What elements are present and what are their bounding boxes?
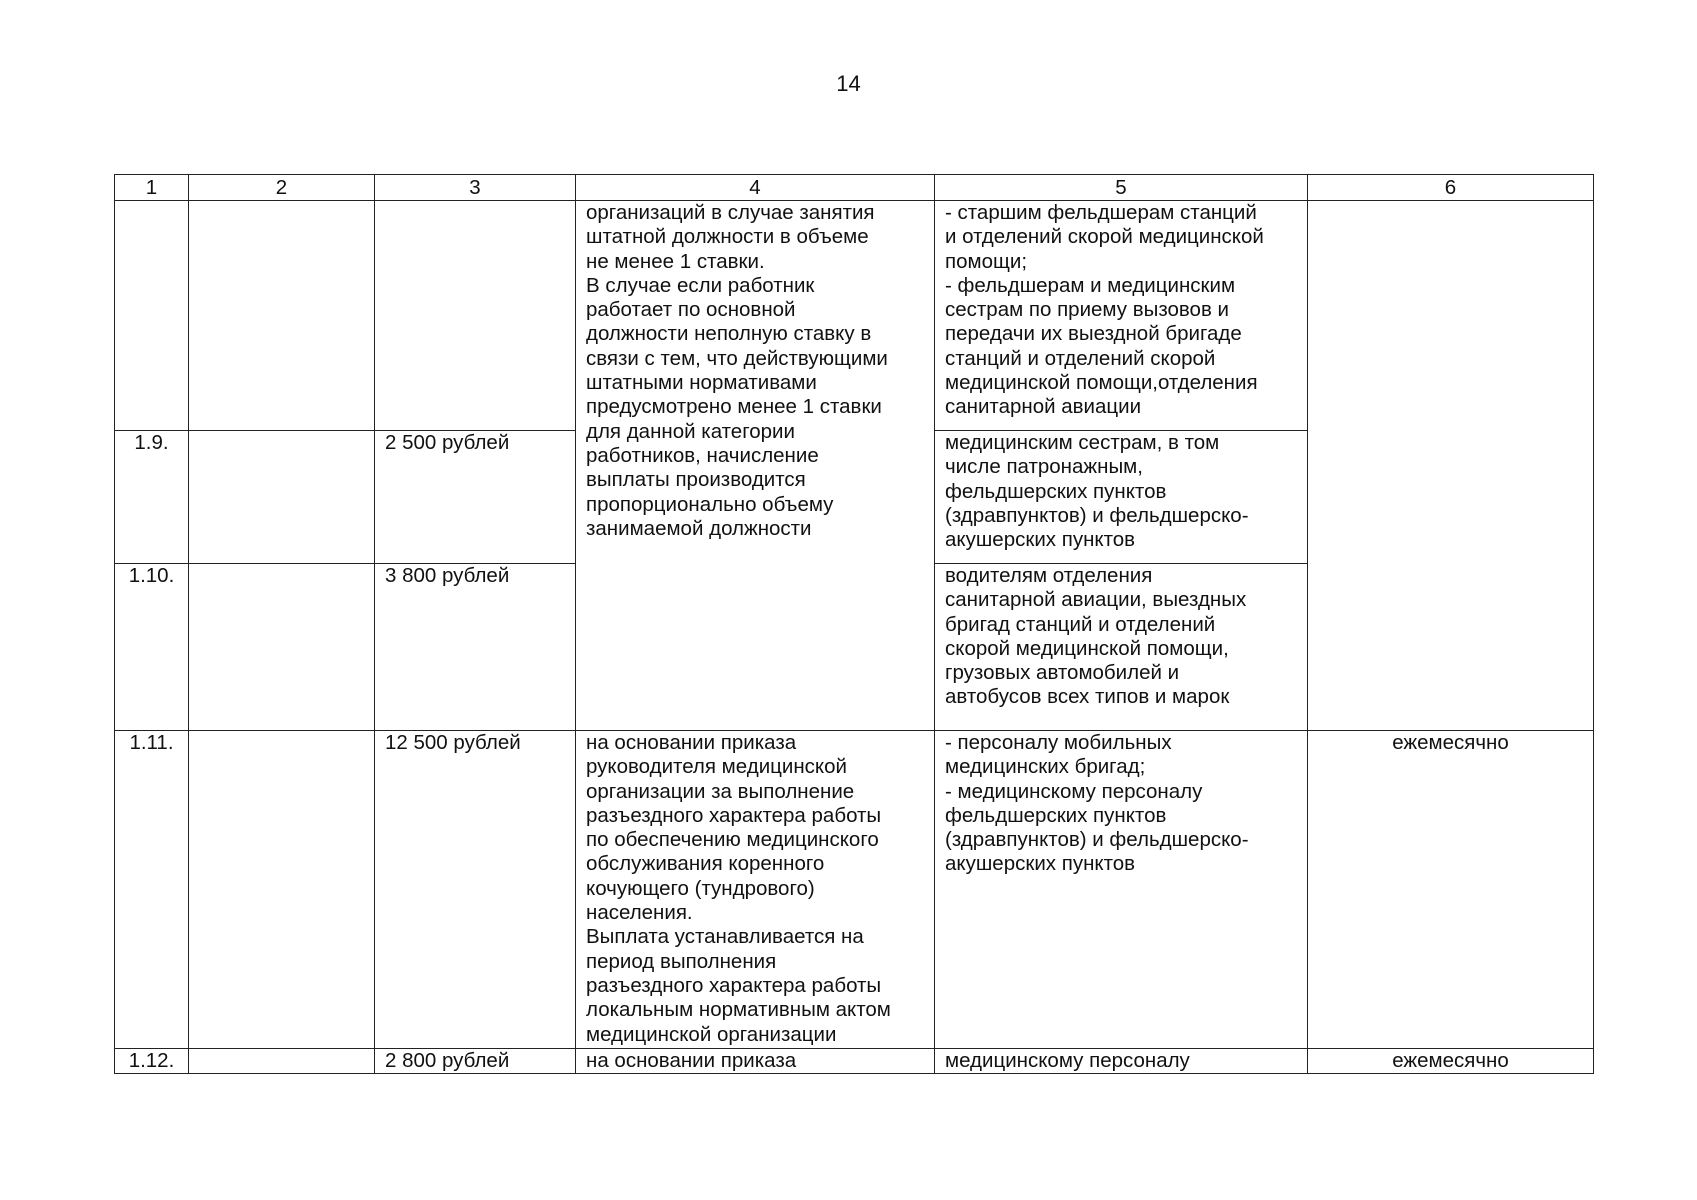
- recipient-line: фельдшерских пунктов: [945, 803, 1167, 827]
- recipient-line: скорой медицинской помощи,: [945, 636, 1229, 660]
- recipient-line: медицинских бригад;: [945, 755, 1146, 779]
- cont-cell-amount: [375, 201, 576, 431]
- row-col2: [189, 1049, 375, 1074]
- row-conditions: [576, 731, 935, 1049]
- row-col2: [189, 731, 375, 1049]
- recipient-line: и отделений скорой медицинской: [945, 225, 1264, 249]
- condition-line: разъездного характера работы: [586, 803, 882, 827]
- condition-line: локальным нормативным актом: [586, 998, 891, 1022]
- row-frequency: ежемесячно: [1308, 1049, 1594, 1074]
- payments-table: [114, 174, 1594, 1074]
- row-amount: 12 500 рублей: [375, 731, 576, 1049]
- column-header-5: 5: [935, 175, 1308, 201]
- recipient-line: автобусов всех типов и марок: [945, 685, 1230, 709]
- merged-frequency-cell: [1308, 201, 1594, 731]
- row-number: 1.11.: [115, 731, 189, 1049]
- condition-line: Выплата устанавливается на: [586, 925, 864, 949]
- row-amount: 2 500 рублей: [375, 431, 576, 564]
- merged-line: не менее 1 ставки.: [586, 249, 765, 273]
- merged-line: работников, начисление: [586, 443, 819, 467]
- cont-cell-col2: [189, 201, 375, 431]
- merged-line: для данной категории: [586, 419, 795, 443]
- merged-line: штатными нормативами: [586, 371, 817, 395]
- merged-line: работает по основной: [586, 298, 796, 322]
- condition-line: организации за выполнение: [586, 779, 855, 803]
- condition-line: на основании приказа: [586, 731, 797, 754]
- merged-line: пропорционально объему: [586, 492, 834, 516]
- recipient-line: водителям отделения: [945, 564, 1153, 587]
- column-header-1: 1: [115, 175, 189, 201]
- recipient-line: санитарной авиации, выездных: [945, 588, 1247, 612]
- recipient-line: медицинским сестрам, в том: [945, 431, 1220, 454]
- row-number: 1.12.: [115, 1049, 189, 1074]
- row-number: 1.10.: [115, 564, 189, 731]
- row-amount: 3 800 рублей: [375, 564, 576, 731]
- condition-line: руководителя медицинской: [586, 755, 847, 779]
- column-header-6: 6: [1308, 175, 1594, 201]
- row-recipients: [935, 731, 1308, 1049]
- merged-line: В случае если работник: [586, 273, 815, 297]
- recipient-line: акушерских пунктов: [945, 852, 1136, 876]
- recipient-line: бригад станций и отделений: [945, 612, 1216, 636]
- recipient-line: акушерских пунктов: [945, 528, 1136, 552]
- column-header-4: 4: [576, 175, 935, 201]
- recipient-line: фельдшерских пунктов: [945, 479, 1167, 503]
- merged-line: организаций в случае занятия: [586, 201, 875, 224]
- table-row-1-11: [115, 731, 1594, 1049]
- cont-cell-recipients: [935, 201, 1308, 431]
- row-number: 1.9.: [115, 431, 189, 564]
- recipient-line: (здравпунктов) и фельдшерско-: [945, 503, 1249, 527]
- recipient-line: санитарной авиации: [945, 395, 1142, 419]
- merged-line: связи с тем, что действующими: [586, 346, 888, 370]
- condition-line: обслуживания коренного: [586, 852, 825, 876]
- column-header-2: 2: [189, 175, 375, 201]
- condition-line: медицинской организации: [586, 1022, 837, 1046]
- row-frequency: ежемесячно: [1308, 731, 1594, 1049]
- recipient-line: - фельдшерам и медицинским: [945, 273, 1236, 297]
- recipient-line: помощи;: [945, 249, 1028, 273]
- row-amount: 2 800 рублей: [375, 1049, 576, 1074]
- column-header-3: 3: [375, 175, 576, 201]
- recipient-line: грузовых автомобилей и: [945, 661, 1180, 685]
- recipient-line: сестрам по приему вызовов и: [945, 298, 1229, 322]
- condition-line: разъездного характера работы: [586, 973, 882, 997]
- merged-line: предусмотрено менее 1 ставки: [586, 395, 882, 419]
- merged-line: должности неполную ставку в: [586, 322, 872, 346]
- recipient-line: медицинской помощи,отделения: [945, 371, 1258, 395]
- row-conditions: на основании приказа: [576, 1049, 935, 1074]
- row-recipients: [935, 564, 1308, 731]
- condition-line: кочующего (тундрового): [586, 876, 815, 900]
- row-recipients: [935, 431, 1308, 564]
- condition-line: населения.: [586, 901, 693, 925]
- recipient-line: - медицинскому персоналу: [945, 779, 1203, 803]
- table-row-1-12: [115, 1049, 1594, 1074]
- recipient-line: - персоналу мобильных: [945, 731, 1172, 754]
- row-col2: [189, 431, 375, 564]
- merged-line: занимаемой должности: [586, 516, 812, 540]
- recipient-line: передачи их выездной бригаде: [945, 322, 1242, 346]
- row-col2: [189, 564, 375, 731]
- merged-conditions-text: [586, 201, 924, 541]
- merged-line: штатной должности в объеме: [586, 225, 869, 249]
- merged-line: выплаты производится: [586, 468, 806, 492]
- merged-conditions-cell: [576, 201, 935, 731]
- condition-line: период выполнения: [586, 949, 777, 973]
- row-recipients: медицинскому персоналу: [935, 1049, 1308, 1074]
- recipient-line: (здравпунктов) и фельдшерско-: [945, 828, 1249, 852]
- recipient-line: числе патронажным,: [945, 455, 1143, 479]
- recipient-line: станций и отделений скорой: [945, 346, 1216, 370]
- table-row-continuation: [115, 201, 1594, 431]
- table-header-row: [115, 175, 1594, 201]
- condition-line: по обеспечению медицинского: [586, 828, 879, 852]
- page-number: 14: [836, 71, 861, 96]
- recipient-line: - старшим фельдшерам станций: [945, 201, 1257, 224]
- cont-cell-num: [115, 201, 189, 431]
